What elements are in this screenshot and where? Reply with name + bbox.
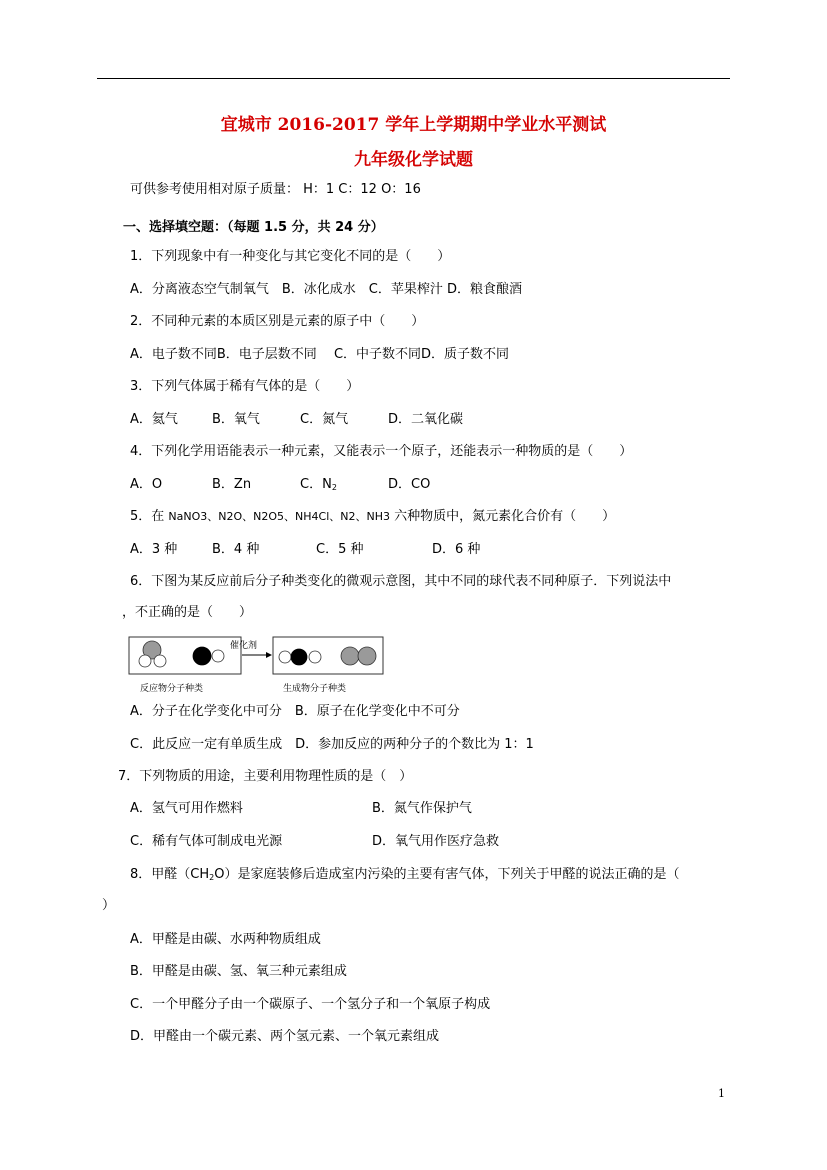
question-3-option-d: D．二氧化碳 <box>388 412 464 427</box>
question-7-option-a: A．氢气可用作燃料 <box>130 801 243 816</box>
question-4-option-c-subscript: 2 <box>331 483 337 492</box>
question-5-option-a: A．3 种 <box>130 542 178 557</box>
reaction-arrow-head <box>266 652 272 658</box>
question-2-options: A．电子数不同B．电子层数不同 C．中子数不同D．质子数不同 <box>130 347 510 362</box>
header-rule <box>97 78 730 79</box>
question-2-stem: 2．不同种元素的本质区别是元素的原子中（ ） <box>130 314 425 329</box>
question-4-option-d: D．CO <box>388 477 431 492</box>
reaction-diagram <box>128 633 388 699</box>
reactant-atom-white <box>154 655 166 667</box>
section-heading: 一、选择填空题：（每题 1.5 分，共 24 分） <box>123 220 384 235</box>
question-3-option-c: C．氮气 <box>300 412 349 427</box>
question-8-subscript: 2 <box>209 873 215 882</box>
question-3-stem: 3．下列气体属于稀有气体的是（ ） <box>130 379 360 394</box>
question-3-option-a: A．氦气 <box>130 412 178 427</box>
question-7-stem: 7．下列物质的用途，主要利用物理性质的是（ ） <box>118 769 413 784</box>
product-atom-black <box>291 649 307 665</box>
question-8-option-b: B．甲醛是由碳、氢、氧三种元素组成 <box>130 964 347 979</box>
product-atom-white <box>309 651 321 663</box>
question-7-option-b: B．氮气作保护气 <box>372 801 472 816</box>
atomic-masses: 可供参考使用相对原子质量： H：1 C：12 O：16 <box>130 182 421 197</box>
question-1-options: A．分离液态空气制氧气 B．冰化成水 C．苹果榨汁 D．粮食酿酒 <box>130 282 523 297</box>
question-8-stem <box>130 866 679 887</box>
question-8-suffix: O）是家庭装修后造成室内污染的主要有害气体，下列关于甲醛的说法正确的是（ <box>214 867 680 882</box>
question-8-stem-line2: ） <box>102 898 116 913</box>
exam-title: 宜城市 2016-2017 学年上学期期中学业水平测试 <box>220 115 607 135</box>
question-8-option-c: C．一个甲醛分子由一个碳原子、一个氢分子和一个氧原子构成 <box>130 997 491 1012</box>
products-label: 生成物分子种类 <box>283 684 347 694</box>
question-5-suffix: 六种物质中，氮元素化合价有（ ） <box>390 509 616 524</box>
reactant-atom-white <box>139 655 151 667</box>
exam-subtitle: 九年级化学试题 <box>354 150 473 170</box>
question-6-stem-line2: ，不正确的是（ ） <box>122 605 253 620</box>
question-8-prefix: 8．甲醛（CH <box>130 867 210 882</box>
question-5-option-d: D．6 种 <box>432 542 481 557</box>
question-4-option-a: A．O <box>130 477 163 492</box>
product-atom-gray <box>358 647 376 665</box>
reactant-atom-white <box>212 650 224 662</box>
question-5-option-c: C．5 种 <box>316 542 364 557</box>
question-4-option-c <box>300 476 337 497</box>
question-8-option-a: A．甲醛是由碳、水两种物质组成 <box>130 932 321 947</box>
product-atom-white <box>279 651 291 663</box>
page-number: 1 <box>718 1087 725 1100</box>
product-atom-gray <box>341 647 359 665</box>
question-5-stem <box>130 508 615 526</box>
reactants-label: 反应物分子种类 <box>140 684 204 694</box>
question-4-option-b: B．Zn <box>212 477 252 492</box>
question-4-option-c-text: C．N <box>300 477 332 492</box>
question-6-options-cd: C．此反应一定有单质生成 D．参加反应的两种分子的个数比为 1：1 <box>130 737 534 752</box>
catalyst-label: 催化剂 <box>230 641 258 651</box>
reactant-atom-black <box>193 647 211 665</box>
question-1-stem: 1．下列现象中有一种变化与其它变化不同的是（ ） <box>130 249 451 264</box>
question-4-stem: 4．下列化学用语能表示一种元素，又能表示一个原子，还能表示一种物质的是（ ） <box>130 444 633 459</box>
question-3-option-b: B．氧气 <box>212 412 260 427</box>
question-6-stem-line1: 6．下图为某反应前后分子种类变化的微观示意图，其中不同的球代表不同种原子．下列说法中 <box>130 574 672 589</box>
question-7-option-d: D．氧气用作医疗急救 <box>372 834 500 849</box>
question-8-option-d: D．甲醛由一个碳元素、两个氢元素、一个氧元素组成 <box>130 1029 440 1044</box>
question-6-options-ab: A．分子在化学变化中可分 B．原子在化学变化中不可分 <box>130 704 460 719</box>
question-5-option-b: B．4 种 <box>212 542 260 557</box>
question-5-species: NaNO3、N2O、N2O5、NH4Cl、N2、NH3 <box>168 510 390 523</box>
question-5-prefix: 5．在 <box>130 509 169 524</box>
question-7-option-c: C．稀有气体可制成电光源 <box>130 834 283 849</box>
